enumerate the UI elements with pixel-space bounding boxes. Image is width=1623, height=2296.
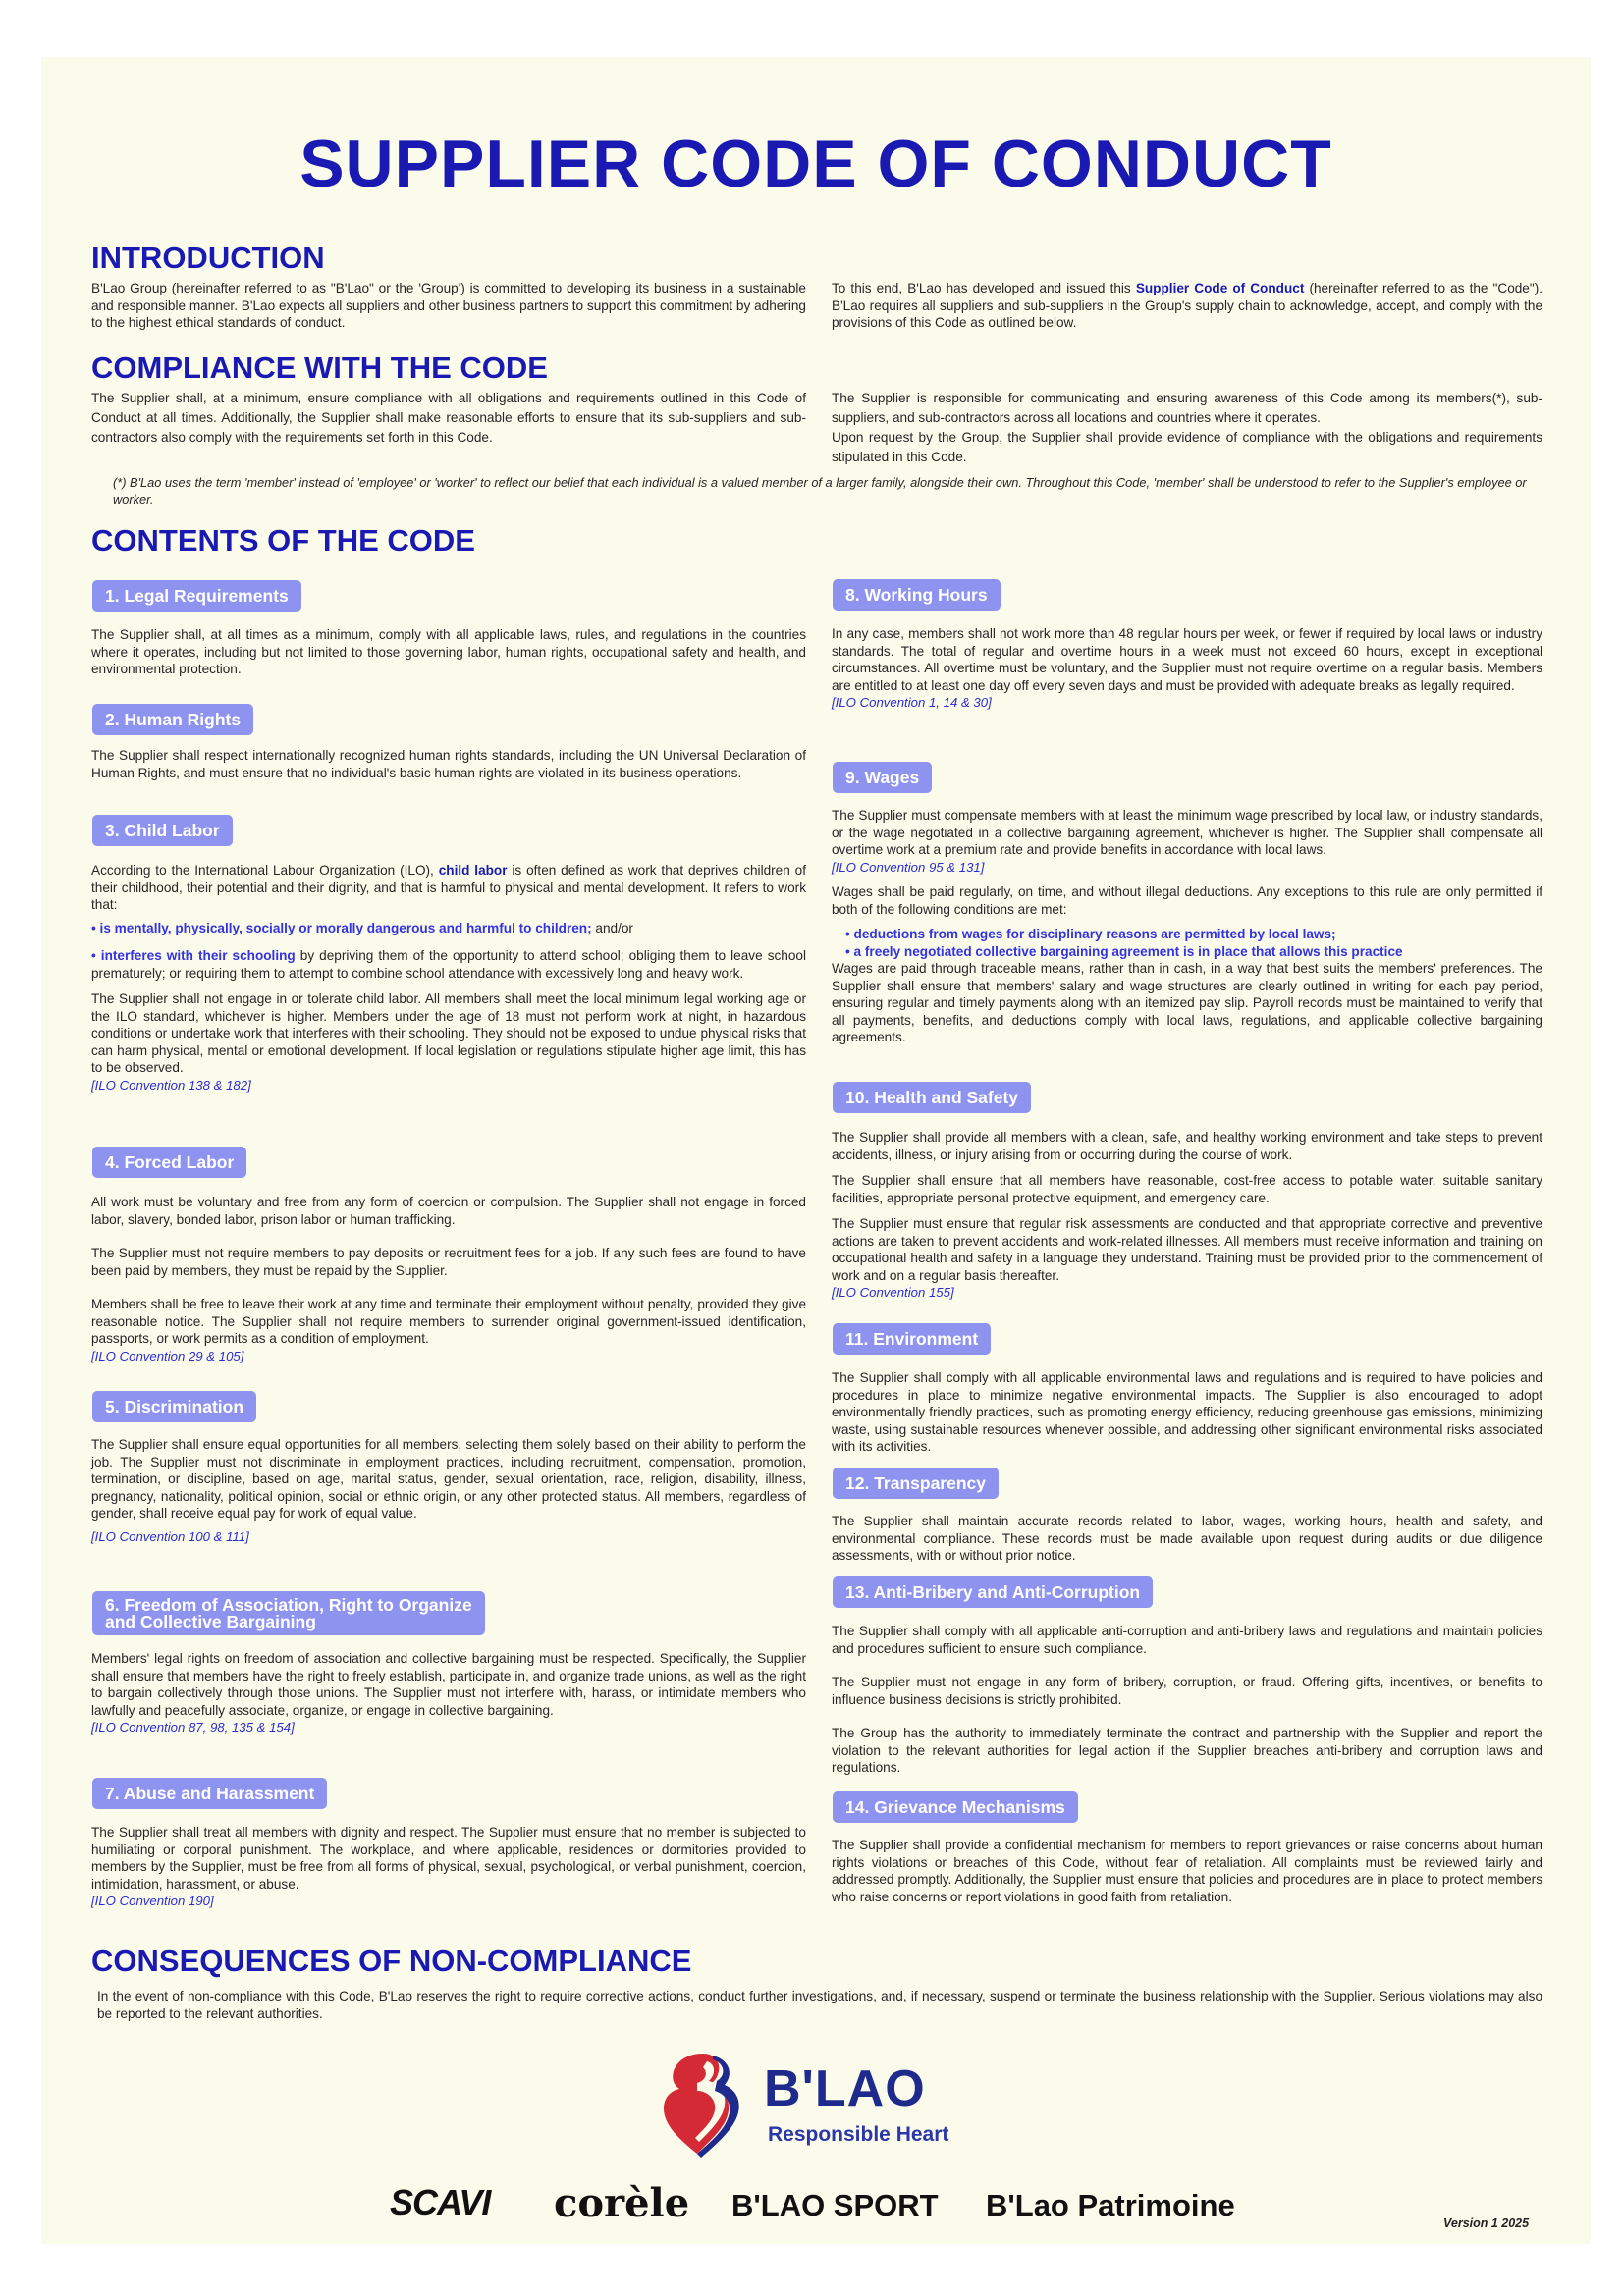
section-12-label: 12. Transparency: [833, 1468, 999, 1499]
section-11-label: 11. Environment: [833, 1323, 991, 1355]
intro-heading: INTRODUCTION: [91, 240, 325, 275]
section-9-ilo: [ILO Convention 95 & 131]: [832, 859, 985, 875]
section-14-text: The Supplier shall provide a confidential mechanism for members to report grievances or raise concerns about human rights violations or breaches of this Code, without fear of retaliation. All complaints must be reviewed fairly and addressed promptly. Additionally, the Supplier must ensure that policies and procedures are in place to protect members who raise concerns or report violations in good faith from retaliation.: [832, 1838, 1542, 1904]
section-6-ilo: [ILO Convention 87, 98, 135 & 154]: [91, 1720, 295, 1735]
section-10-ilo: [ILO Convention 155]: [832, 1285, 954, 1300]
contents-heading: CONTENTS OF THE CODE: [91, 523, 475, 558]
section-6-text: Members' legal rights on freedom of association and collective bargaining must be respected. Specifically, the Supplier shall ensure that members have the right to freely establish, participate in, and organize trade unions, as well as the right to bargain collectively through those unions. The Supplier must not interfere with, harass, or intimidate members who lawfully and peacefully associate, organize, or engage in collective bargaining. [ILO Convention 87, 98, 135 & 154]: [91, 1651, 806, 1735]
section-9-label: 9. Wages: [833, 762, 932, 793]
section-7-text: The Supplier shall treat all members with dignity and respect. The Supplier must ensure that no member is subjected to humiliating or corporal punishment. The workplace, and where applicable, residences or dormitories provided to members by the Supplier, must be free from all forms of physical, sexual, psychological, or verbal punishment, coercion, intimidation, harassment, or abuse. [ILO Convention 190]: [91, 1825, 806, 1908]
section-2-label: 2. Human Rights: [92, 704, 253, 735]
document-page: [41, 57, 1591, 2244]
logo-wordmark: B'LAO: [764, 2060, 926, 2117]
section-9-bullet-1: • deductions from wages for disciplinary reasons are permitted by local laws;: [845, 927, 1336, 941]
section-4-label: 4. Forced Labor: [92, 1147, 246, 1178]
consequences-heading: CONSEQUENCES OF NON-COMPLIANCE: [91, 1944, 692, 1978]
section-2-text: The Supplier shall respect internationally recognized human rights standards, including the UN Universal Declaration of Human Rights, and must ensure that no individual's basic human rights are violated in its business operations.: [91, 748, 806, 780]
section-5-ilo: [ILO Convention 100 & 111]: [91, 1528, 249, 1544]
section-4-text: All work must be voluntary and free from any form of coercion or compulsion. The Supplier shall not engage in forced labor, slavery, bonded labor, prison labor or human trafficking. The Supplier must not require members to pay deposits or recruitment fees for a job. If any such fees are found to have been paid by members, they must be repaid by the Supplier. Members shall be free to leave their work at any time and terminate their employment without penalty, provided they give reasonable notice. The Supplier shall not require members to surrender original government-issued identification, passports, or work permits as a condition of employment. [ILO Convention 29 & 105]: [91, 1195, 806, 1363]
section-7-label: 7. Abuse and Harassment: [92, 1778, 327, 1809]
section-6-label: 6. Freedom of Association, Right to Organize and Collective Bargaining: [92, 1591, 485, 1635]
section-8-label: 8. Working Hours: [833, 579, 1001, 611]
page-title: SUPPLIER CODE OF CONDUCT: [299, 127, 1332, 201]
intro-right-text: To this end, B'Lao has developed and issued this Supplier Code of Conduct (hereinafter referred to as the "Code"). B'Lao requires all suppliers and sub-suppliers in the Group's supply chain to acknowledge, accept, and comply with the provisions of this Code as outlined below.: [832, 281, 1542, 330]
brand-blao-patrimoine: B'Lao Patrimoine: [986, 2188, 1235, 2222]
section-3-bullet-1: • is mentally, physically, socially or morally dangerous and harmful to children; and/or: [91, 920, 633, 935]
compliance-heading: COMPLIANCE WITH THE CODE: [91, 350, 548, 385]
section-14-label: 14. Grievance Mechanisms: [833, 1791, 1078, 1823]
section-3-ilo: [ILO Convention 138 & 182]: [91, 1077, 251, 1093]
logo-tagline: Responsible Heart: [768, 2123, 949, 2146]
section-4-ilo: [ILO Convention 29 & 105]: [91, 1348, 244, 1363]
section-8-ilo: [ILO Convention 1, 14 & 30]: [832, 695, 992, 710]
section-13-text: The Supplier shall comply with all applicable anti-corruption and anti-bribery laws and regulations and maintain policies and procedures sufficient to ensure such compliance. The Supplier must not engage in any form of bribery, corruption, or fraud. Offering gifts, incentives, or benefits to influence business decisions is strictly prohibited. The Group has the authority to immediately terminate the contract and partnership with the Supplier and report the violation to the relevant authorities for legal action if the Supplier breaches anti-bribery and corruption laws and regulations.: [832, 1624, 1542, 1775]
brand-blao-sport: B'LAO SPORT: [731, 2188, 939, 2222]
section-3-intro: According to the International Labour Organization (ILO), child labor is often defined as work that deprives children of their childhood, their potential and their dignity, and that is harmful to physical and mental development. It refers to work that:: [91, 863, 807, 912]
section-3-label: 3. Child Labor: [92, 815, 233, 846]
section-7-ilo: [ILO Convention 190]: [91, 1894, 214, 1908]
section-3-bullet-2: • interferes with their schooling by depriving them of the opportunity to attend school; obliging them to leave school prematurely; or requiring them to attempt to combine school attendance with excessively long and heavy work.: [91, 948, 807, 981]
section-1-label: 1. Legal Requirements: [92, 580, 301, 612]
section-10-text: The Supplier shall provide all members with a clean, safe, and healthy working environment and take steps to prevent accidents, illness, or injury arising from or occurring during the course of work. The Supplier shall ensure that all members have reasonable, cost-free access to potable water, suitable sanitary facilities, appropriate personal protective equipment, and emergency care. The Supplier must ensure that regular risk assessments are conducted and that appropriate corrective and preventive actions are taken to prevent accidents and work-related illnesses. All members must receive information and training on occupational health and safety in a language they understand. Training must be provided prior to the commencement of work and on a regular basis thereafter. [ILO Convention 155]: [832, 1130, 1542, 1300]
intro-left-text: B'Lao Group (hereinafter referred to as "B'Lao" or the 'Group') is committed to developing its business in a sustainable and responsible manner. B'Lao expects all suppliers and other business partners to support this commitment by adhering to the highest ethical standards of conduct.: [91, 281, 806, 330]
version-label: Version 1 2025: [1443, 2216, 1530, 2230]
member-footnote: (*) B'Lao uses the term 'member' instead of 'employee' or 'worker' to reflect our belief that each individual is a valued member of a larger family, alongside their own. Throughout this Code, 'member' shall be understood to refer to the Supplier's employee or worker.: [113, 475, 1527, 507]
section-3-text: [91, 862, 806, 1094]
section-9-text: The Supplier must compensate members with at least the minimum wage prescribed by local law, or industry standards, or the wage negotiated in a collective bargaining agreement, whichever is higher. The Supplier shall compensate all overtime work at a premium rate and provide benefits in accordance with local laws. [ILO Convention 95 & 131] Wages shall be paid regularly, on time, and without illegal deductions. Any exceptions to this rule are only permitted if both of the following conditions are met: • deductions from wages for disciplinary reasons are permitted by local laws; • a freely negotiated collective bargaining agreement is in place that allows this practice Wages are paid through traceable means, rather than in cash, in a way that best suits the members' preferences. The Supplier shall ensure that members' salary and wage structures are clearly outlined in writing for each pay period, ensuring regular and timely payments along with an itemized pay slip. Payroll records must be maintained to verify that all payments, benefits, and deductions comply with local laws, regulations, and applicable collective bargaining agreements.: [832, 808, 1542, 1044]
section-13-label: 13. Anti-Bribery and Anti-Corruption: [833, 1576, 1153, 1608]
brand-scavi: SCAVI: [390, 2182, 491, 2222]
compliance-left-text: The Supplier shall, at a minimum, ensure compliance with all obligations and requirements outlined in this Code of Conduct at all times. Additionally, the Supplier shall make reasonable efforts to ensure that its sub-suppliers and sub-contractors also comply with the requirements set forth in this Code.: [91, 391, 806, 445]
consequences-text: In the event of non-compliance with this Code, B'Lao reserves the right to require corrective actions, conduct further investigations, and, if necessary, suspend or terminate the business relationship with the Supplier. Serious violations may also be reported to the relevant authorities.: [97, 1989, 1542, 2021]
compliance-right-text: The Supplier is responsible for communicating and ensuring awareness of this Code among its members(*), sub-suppliers, and sub-contractors across all locations and countries where it operates. Upon request by the Group, the Supplier shall provide evidence of compliance with the obligations and requirements stipulated in this Code.: [832, 391, 1542, 464]
section-1-text: The Supplier shall, at all times as a minimum, comply with all applicable laws, rules, and regulations in the countries where it operates, including but not limited to those governing labor, human rights, occupational safety and health, and environmental protection.: [91, 627, 806, 676]
section-3-paragraph: The Supplier shall not engage in or tolerate child labor. All members shall meet the local minimum legal working age or the ILO standard, whichever is higher. Members under the age of 18 must not perform work at night, in hazardous conditions or undertake work that interferes with their schooling. They should not be exposed to undue physical risks that can harm physical, mental or emotional development. If local legislation or regulations stipulate higher age limit, this has to be observed.: [91, 991, 806, 1075]
section-9-bullet-2: • a freely negotiated collective bargaining agreement is in place that allows this practice: [845, 943, 1403, 959]
section-11-text: The Supplier shall comply with all applicable environmental laws and regulations and is required to have policies and procedures in place to minimize negative environmental impacts. The Supplier is also encouraged to adopt environmentally friendly practices, such as promoting energy efficiency, reducing greenhouse gas emissions, minimizing waste, using sustainable resources whenever possible, and addressing other significant environmental risks associated with its activities.: [832, 1370, 1542, 1454]
section-12-text: The Supplier shall maintain accurate records related to labor, wages, working hours, health and safety, and environmental compliance. These records must be made available upon request during audits or due diligence assessments, with or without prior notice.: [832, 1514, 1542, 1563]
blao-heart-logo-icon: [658, 2048, 752, 2162]
section-5-text: The Supplier shall ensure equal opportunities for all members, selecting them solely based on their ability to perform the job. The Supplier must not discriminate in employment practices, including recruitment, compensation, promotion, termination, or discipline, based on age, marital status, gender, sexual orientation, race, religion, disability, illness, pregnancy, nationality, political opinion, social or ethnic origin, or any other protected status. All members, regardless of gender, shall receive equal pay for work of equal value. [ILO Convention 100 & 111]: [91, 1437, 806, 1544]
section-10-label: 10. Health and Safety: [833, 1082, 1031, 1113]
section-8-text: In any case, members shall not work more than 48 regular hours per week, or fewer if required by local laws or industry standards. The total of regular and overtime hours in a week must not exceed 60 hours, except in exceptional circumstances. All overtime must be voluntary, and the Supplier must not require overtime on a regular basis. Members are entitled to at least one day off every seven days and must be provided with adequate breaks as legally required. [ILO Convention 1, 14 & 30]: [832, 626, 1542, 710]
brand-corele: corèle: [554, 2180, 690, 2226]
section-5-label: 5. Discrimination: [92, 1391, 256, 1422]
